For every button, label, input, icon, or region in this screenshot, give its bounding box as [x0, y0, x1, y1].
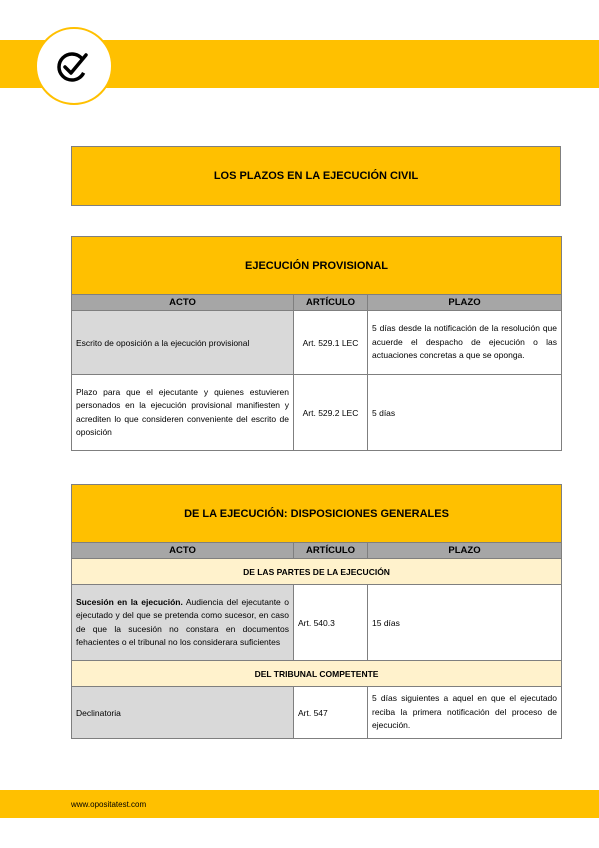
table-disposiciones-generales: [71, 484, 562, 739]
cell-acto: Plazo para que el ejecutante y quienes estuvieren personados en la ejecución provisional manifiesten y acrediten lo que consideren conveniente del escrito de oposición: [72, 375, 294, 451]
logo: [35, 27, 113, 105]
cell-acto: Declinatoria: [72, 687, 294, 739]
page-title: LOS PLAZOS EN LA EJECUCIÓN CIVIL: [71, 146, 561, 206]
cell-acto: [72, 585, 294, 661]
column-header-acto: ACTO: [72, 543, 294, 559]
table-ejecucion-provisional: [71, 236, 562, 451]
subsection-heading: DE LAS PARTES DE LA EJECUCIÓN: [72, 559, 562, 585]
table-row: [72, 375, 562, 451]
section-heading: EJECUCIÓN PROVISIONAL: [72, 237, 562, 295]
check-badge-icon: [54, 46, 94, 86]
cell-plazo: 5 días: [368, 375, 562, 451]
footer-url: www.opositatest.com: [71, 799, 147, 809]
table-row: [72, 311, 562, 375]
cell-articulo: Art. 529.2 LEC: [294, 375, 368, 451]
column-header-acto: ACTO: [72, 295, 294, 311]
cell-articulo: Art. 547: [294, 687, 368, 739]
cell-plazo: 5 días siguientes a aquel en que el ejecutado reciba la primera notificación del proceso de ejecución.: [368, 687, 562, 739]
cell-plazo: 5 días desde la notificación de la resolución que acuerde el despacho de ejecución o las actuaciones concretas a que se oponga.: [368, 311, 562, 375]
acto-text: Audiencia del ejecutante o ejecutado y del que se pretenda como sucesor, en caso de que la sucesión no constara en documentos fehacientes o el tribunal no los considerara suficientes: [76, 596, 290, 647]
cell-articulo: Art. 540.3: [294, 585, 368, 661]
cell-plazo: 15 días: [368, 585, 562, 661]
column-header-plazo: PLAZO: [368, 543, 562, 559]
acto-bold-text: Sucesión en la ejecución.: [76, 596, 183, 607]
cell-articulo: Art. 529.1 LEC: [294, 311, 368, 375]
section-heading: DE LA EJECUCIÓN: DISPOSICIONES GENERALES: [72, 485, 562, 543]
table-row: [72, 585, 562, 661]
table-row: [72, 687, 562, 739]
column-header-plazo: PLAZO: [368, 295, 562, 311]
cell-acto: Escrito de oposición a la ejecución provisional: [72, 311, 294, 375]
column-header-articulo: ARTÍCULO: [294, 295, 368, 311]
column-header-articulo: ARTÍCULO: [294, 543, 368, 559]
subsection-heading: DEL TRIBUNAL COMPETENTE: [72, 661, 562, 687]
footer-band: [0, 790, 599, 818]
